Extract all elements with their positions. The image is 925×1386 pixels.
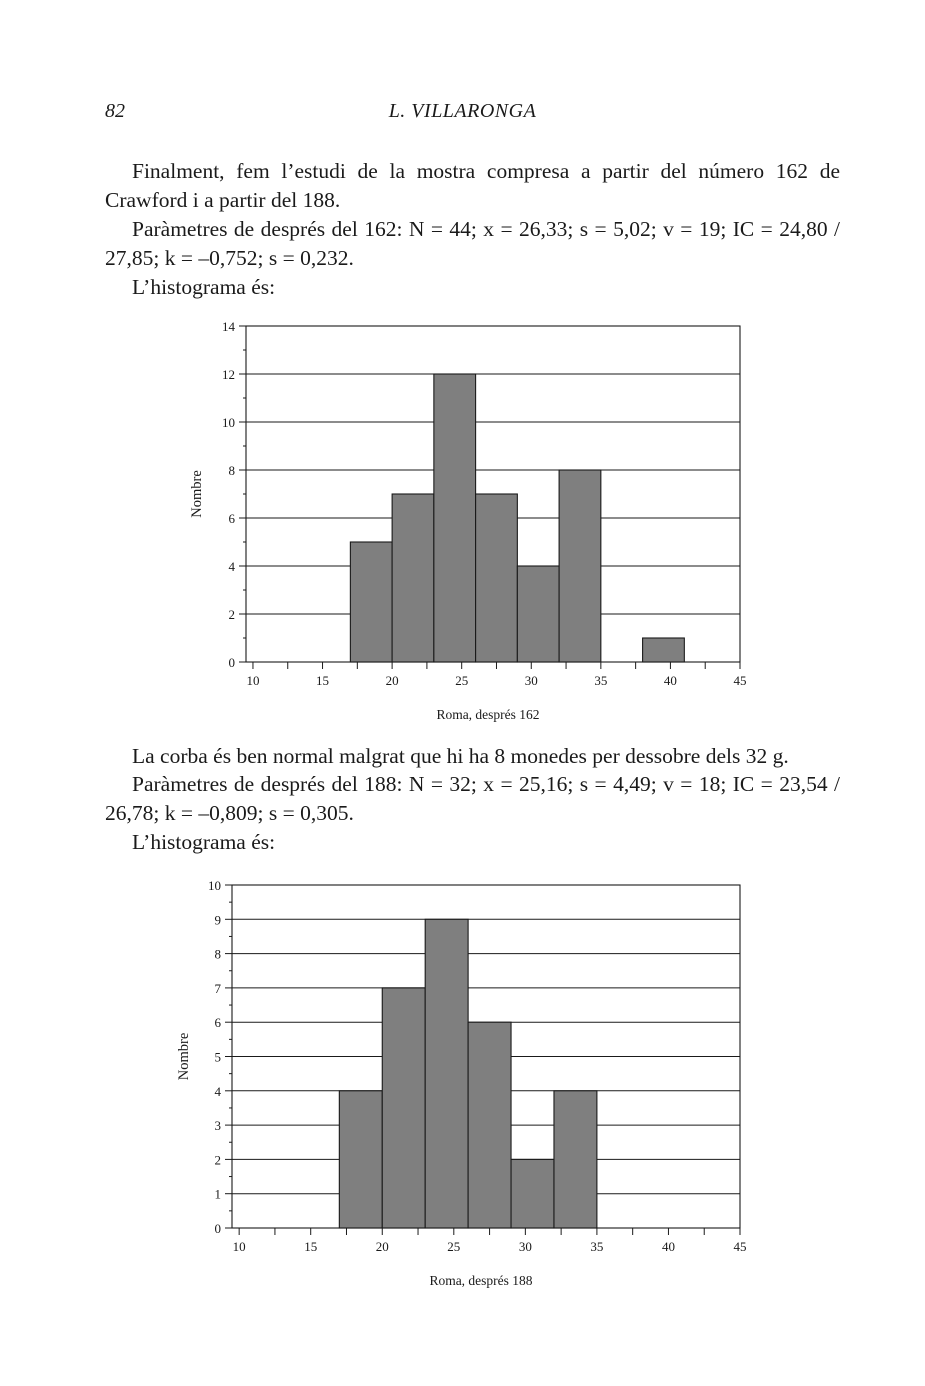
y-tick-label: 6 (214, 1015, 221, 1031)
histogram-bar (643, 638, 685, 662)
histogram-chart-188 (0, 870, 925, 1310)
y-tick-label: 8 (214, 946, 221, 962)
paragraph-intro-text: Finalment, fem l’estudi de la mostra compresa a partir del número 162 de Crawford i a partir del 188. (105, 159, 840, 212)
y-axis-label: Nombre (189, 470, 205, 518)
histogram-bar (511, 1159, 554, 1228)
x-tick-label: 10 (246, 673, 260, 688)
y-tick-label: 1 (214, 1186, 221, 1202)
y-tick-label: 14 (222, 319, 235, 334)
y-tick-label: 10 (208, 878, 221, 893)
y-tick-label: 4 (228, 559, 235, 574)
histogram-bar (517, 566, 559, 662)
y-tick-label: 9 (214, 912, 221, 928)
y-axis-label: Nombre (176, 1032, 192, 1081)
histogram-bar (554, 1091, 597, 1228)
y-tick-label: 2 (214, 1152, 221, 1168)
x-tick-label: 25 (447, 1239, 461, 1254)
histogram-bar (392, 494, 434, 662)
x-tick-label: 40 (661, 1239, 675, 1254)
paragraph-params-188-text: Paràmetres de després del 188: N = 32; x = 25,16; s = 4,49; v = 18; IC = 23,54 / 26,78; k = –0,809; s = 0,305. (105, 772, 840, 825)
running-head: L. VILLARONGA (388, 100, 537, 122)
y-tick-label: 4 (214, 1083, 221, 1099)
histogram-bar (425, 919, 468, 1228)
y-tick-label: 6 (228, 511, 235, 526)
x-tick-label: 15 (316, 673, 330, 688)
paragraph-intro (105, 157, 840, 215)
y-tick-label: 12 (222, 367, 235, 382)
histogram-chart-162 (0, 310, 925, 730)
x-tick-label: 45 (733, 1239, 747, 1254)
paragraph-histogram-label-1 (105, 273, 840, 302)
y-tick-label: 10 (222, 415, 235, 430)
paragraph-params-162-text: Paràmetres de després del 162: N = 44; x = 26,33; s = 5,02; v = 19; IC = 24,80 / 27,85; k = –0,752; s = 0,232. (105, 217, 840, 270)
paragraph-histogram-label-1-text: L’histograma és: (132, 275, 276, 299)
histogram-bar (434, 374, 476, 662)
page-header (0, 100, 925, 130)
x-tick-label: 20 (375, 1239, 389, 1254)
x-tick-label: 15 (304, 1239, 318, 1254)
histogram-bar (476, 494, 518, 662)
y-tick-label: 7 (214, 980, 221, 996)
histogram-bar (468, 1022, 511, 1228)
y-tick-label: 0 (214, 1221, 221, 1236)
page-number: 82 (105, 100, 125, 122)
paragraph-normal-curve-text: La corba és ben normal malgrat que hi ha 8 monedes per dessobre dels 32 g. (132, 744, 789, 768)
x-axis-label: Roma, després 162 (436, 707, 540, 722)
histogram-bar (339, 1091, 382, 1228)
paragraph-histogram-label-2 (105, 828, 840, 857)
x-tick-label: 35 (594, 673, 608, 688)
x-tick-label: 20 (385, 673, 399, 688)
x-tick-label: 25 (455, 673, 469, 688)
x-tick-label: 30 (524, 673, 538, 688)
x-tick-label: 40 (663, 673, 677, 688)
y-tick-label: 0 (228, 655, 235, 670)
y-tick-label: 8 (228, 463, 235, 478)
paragraph-normal-curve (105, 742, 840, 771)
histogram-bar (382, 988, 425, 1228)
histogram-bar (350, 542, 392, 662)
x-tick-label: 45 (733, 673, 747, 688)
paragraph-histogram-label-2-text: L’histograma és: (132, 830, 276, 854)
y-tick-label: 5 (214, 1049, 221, 1065)
x-tick-label: 10 (232, 1239, 246, 1254)
histogram-bar (559, 470, 601, 662)
x-axis-label: Roma, després 188 (429, 1273, 533, 1288)
y-tick-label: 2 (228, 607, 235, 622)
x-tick-label: 35 (590, 1239, 604, 1254)
y-tick-label: 3 (214, 1118, 221, 1134)
paragraph-params-188 (105, 770, 840, 828)
x-tick-label: 30 (518, 1239, 532, 1254)
paragraph-params-162 (105, 215, 840, 273)
